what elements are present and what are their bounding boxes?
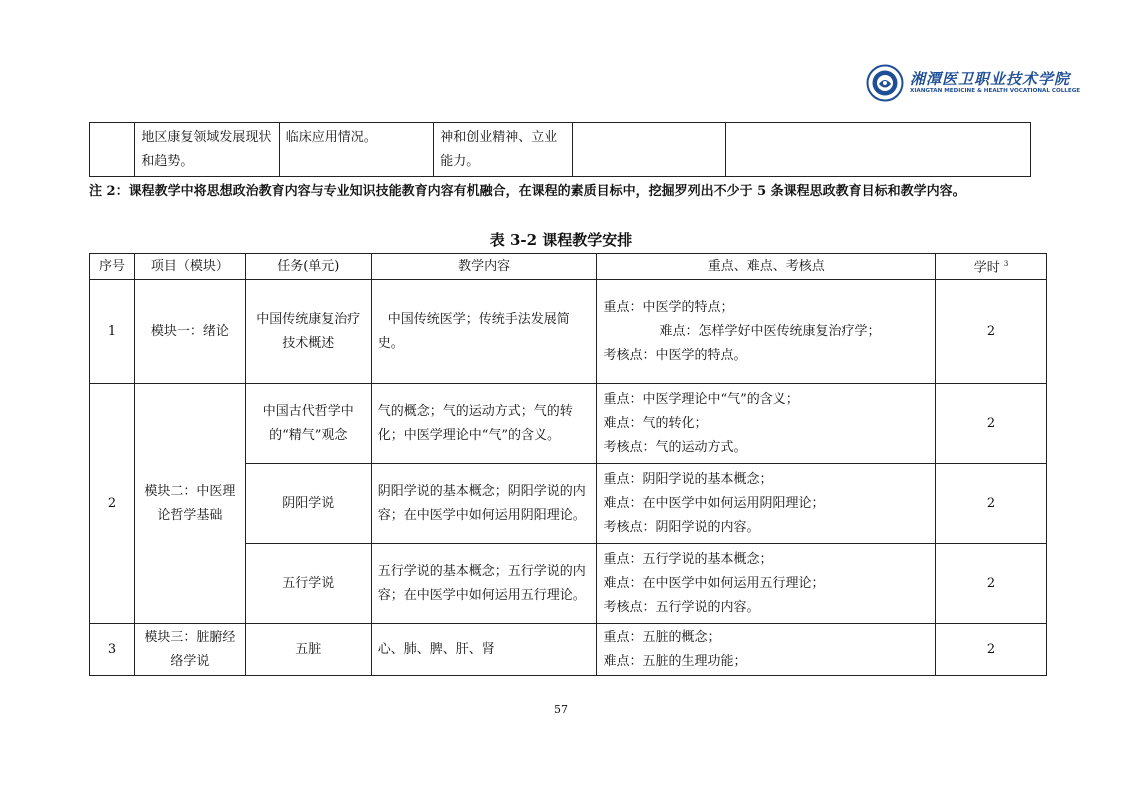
task-cell: 中国传统康复治疗技术概述 — [245, 280, 371, 384]
header-hours — [936, 254, 1047, 280]
header-task: 任务(单元) — [245, 254, 371, 280]
difficult-point: 难点：怎样学好中医传统康复治疗学； — [659, 323, 881, 339]
hours-cell: 2 — [936, 280, 1047, 384]
row-number: 2 — [90, 384, 135, 624]
task-cell: 阴阳学说 — [245, 464, 371, 544]
task-cell: 中国古代哲学中的“精气”观念 — [245, 384, 371, 464]
assessment-point: 考核点：五行学说的内容。 — [603, 599, 760, 615]
task-cell: 五行学说 — [245, 544, 371, 624]
hours-cell: 2 — [936, 464, 1047, 544]
table-cell — [572, 123, 725, 177]
points-cell — [597, 624, 936, 676]
college-logo — [866, 64, 1081, 104]
key-point: 重点：五行学说的基本概念； — [603, 551, 773, 567]
table-row — [90, 624, 1047, 676]
table-row — [90, 280, 1047, 384]
content-cell: 五行学说的基本概念；五行学说的内容；在中医学中如何运用五行理论。 — [371, 544, 597, 624]
module-cell: 模块三：脏腑经络学说 — [134, 624, 245, 676]
content-cell: 心、肺、脾、肝、肾 — [371, 624, 597, 676]
row-number: 3 — [90, 624, 135, 676]
module-cell: 模块一：绪论 — [134, 280, 245, 384]
key-point: 重点：中医学理论中“气”的含义； — [603, 391, 799, 407]
points-cell — [597, 384, 936, 464]
header-hours-label: 学时 — [973, 260, 1000, 276]
row-number: 1 — [90, 280, 135, 384]
footnote-2: 注 2：课程教学中将思想政治教育内容与专业知识技能教育内容有机融合，在课程的素质目标中，挖掘罗列出不少于 5 条课程思政教育目标和教学内容。 — [89, 184, 966, 199]
difficult-point: 难点：在中医学中如何运用阴阳理论； — [603, 495, 825, 511]
footnote-marker: 3 — [1003, 260, 1009, 269]
table-cell — [726, 123, 1031, 177]
hours-cell: 2 — [936, 624, 1047, 676]
content-cell: 气的概念；气的运动方式；气的转化；中医学理论中“气”的含义。 — [371, 384, 597, 464]
table-caption: 表 3-2 课程教学安排 — [489, 231, 633, 249]
header-points: 重点、难点、考核点 — [597, 254, 936, 280]
previous-table-continuation — [89, 122, 1031, 177]
difficult-point: 难点：在中医学中如何运用五行理论； — [603, 575, 825, 591]
key-point: 重点：五脏的概念； — [603, 629, 721, 645]
points-cell — [597, 280, 936, 384]
table-cell: 临床应用情况。 — [279, 123, 433, 177]
header-content: 教学内容 — [371, 254, 597, 280]
assessment-point: 考核点：气的运动方式。 — [603, 439, 747, 455]
table-row — [90, 123, 1031, 177]
assessment-point: 考核点：阴阳学说的内容。 — [603, 519, 760, 535]
table-row — [90, 384, 1047, 464]
table-cell — [90, 123, 135, 177]
difficult-point: 难点：五脏的生理功能； — [603, 653, 747, 669]
table-header-row — [90, 254, 1047, 280]
header-no: 序号 — [90, 254, 135, 280]
points-cell — [597, 464, 936, 544]
content-cell: 中国传统医学；传统手法发展简史。 — [371, 280, 597, 384]
page-number: 57 — [554, 703, 568, 716]
module-cell: 模块二：中医理论哲学基础 — [134, 384, 245, 624]
course-schedule-table — [89, 253, 1047, 676]
difficult-point: 难点：气的转化； — [603, 415, 708, 431]
key-point: 重点：中医学的特点； — [603, 299, 734, 315]
task-cell: 五脏 — [245, 624, 371, 676]
hours-cell: 2 — [936, 384, 1047, 464]
key-point: 重点：阴阳学说的基本概念； — [603, 471, 773, 487]
header-module: 项目（模块） — [134, 254, 245, 280]
content-cell: 阴阳学说的基本概念；阴阳学说的内容；在中医学中如何运用阴阳理论。 — [371, 464, 597, 544]
college-emblem-icon — [866, 64, 904, 102]
table-cell: 神和创业精神、立业能力。 — [434, 123, 572, 177]
logo-chinese-name: 湘潭医卫职业技术学院 — [910, 70, 1071, 88]
logo-english-name: XIANGTAN MEDICINE & HEALTH VOCATIONAL COLLEGE — [910, 88, 1081, 94]
table-cell: 地区康复领域发展现状和趋势。 — [135, 123, 279, 177]
assessment-point: 考核点：中医学的特点。 — [603, 347, 747, 363]
points-cell — [597, 544, 936, 624]
hours-cell: 2 — [936, 544, 1047, 624]
